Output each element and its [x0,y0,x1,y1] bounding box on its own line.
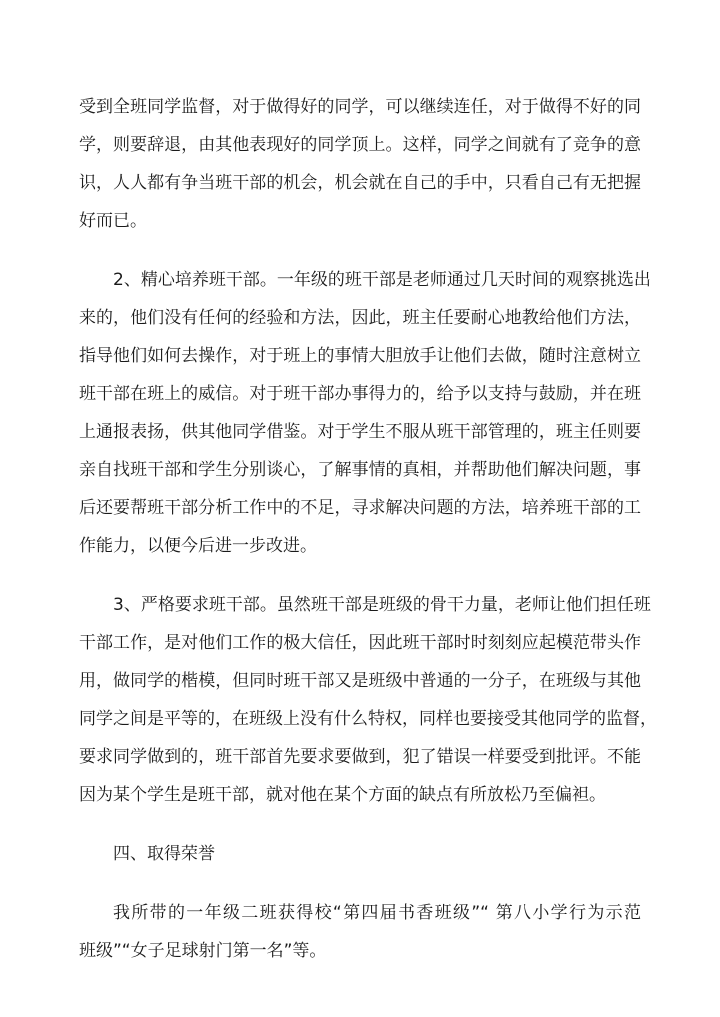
text-line: 指导他们如何去操作，对于班上的事情大胆放手让他们去做，随时注意树立 [79,346,641,366]
paragraph-honors [79,894,641,970]
text-line: 因为某个学生是班干部，就对他在某个方面的缺点有所放松乃至偏袒。 [79,785,606,805]
text-line: 亲自找班干部和学生分别谈心，了解事情的真相，并帮助他们解决问题，事 [79,460,641,480]
text-line: 学，则要辞退，由其他表现好的同学顶上。这样，同学之间就有了竞争的意 [79,135,641,155]
text-line: 班干部在班上的威信。对于班干部办事得力的，给予以支持与鼓励，并在班 [79,384,641,404]
text-line: 作能力，以便今后进一步改进。 [79,536,317,556]
text-line: 要求同学做到的，班干部首先要求要做到，犯了错误一样要受到批评。不能 [79,747,641,767]
text-line: 同学之间是平等的，在班级上没有什么特权，同样也要接受其他同学的监督， [79,709,657,729]
paragraph-strict-requirements [79,586,657,814]
text-line: 2、精心培养班干部。一年级的班干部是老师通过几天时间的观察挑选出 [113,270,651,290]
paragraph-train-cadres [79,261,651,565]
heading-text: 四、取得荣誉 [113,844,215,864]
paragraph-spacer [79,814,641,835]
text-line: 受到全班同学监督，对于做得好的同学，可以继续连任，对于做得不好的同 [79,97,641,117]
section-heading-honors [79,835,641,873]
text-line: 识，人人都有争当班干部的机会，机会就在自己的手中，只看自己有无把握 [79,173,641,193]
paragraph-spacer [79,240,641,261]
text-line: 干部工作，是对他们工作的极大信任，因此班干部时时刻刻应起模范带头作 [79,633,641,653]
paragraph-supervision [79,88,641,240]
text-line: 3、严格要求班干部。虽然班干部是班级的骨干力量，老师让他们担任班 [113,595,651,615]
text-line: 班级”“女子足球射门第一名”等。 [79,941,327,961]
text-line: 后还要帮班干部分析工作中的不足，寻求解决问题的方法，培养班干部的工 [79,498,641,518]
text-line: 用，做同学的楷模，但同时班干部又是班级中普通的一分子，在班级与其他 [79,671,641,691]
text-line: 上通报表扬，供其他同学借鉴。对于学生不服从班干部管理的，班主任则要 [79,422,641,442]
text-line: 好而已。 [79,211,147,231]
paragraph-spacer [79,565,641,586]
text-line: 我所带的一年级二班获得校“第四届书香班级”“ 第八小学行为示范 [113,903,641,923]
document-page [79,88,657,970]
text-line: 来的，他们没有任何的经验和方法，因此，班主任要耐心地教给他们方法， [79,308,641,328]
paragraph-spacer [79,873,641,894]
